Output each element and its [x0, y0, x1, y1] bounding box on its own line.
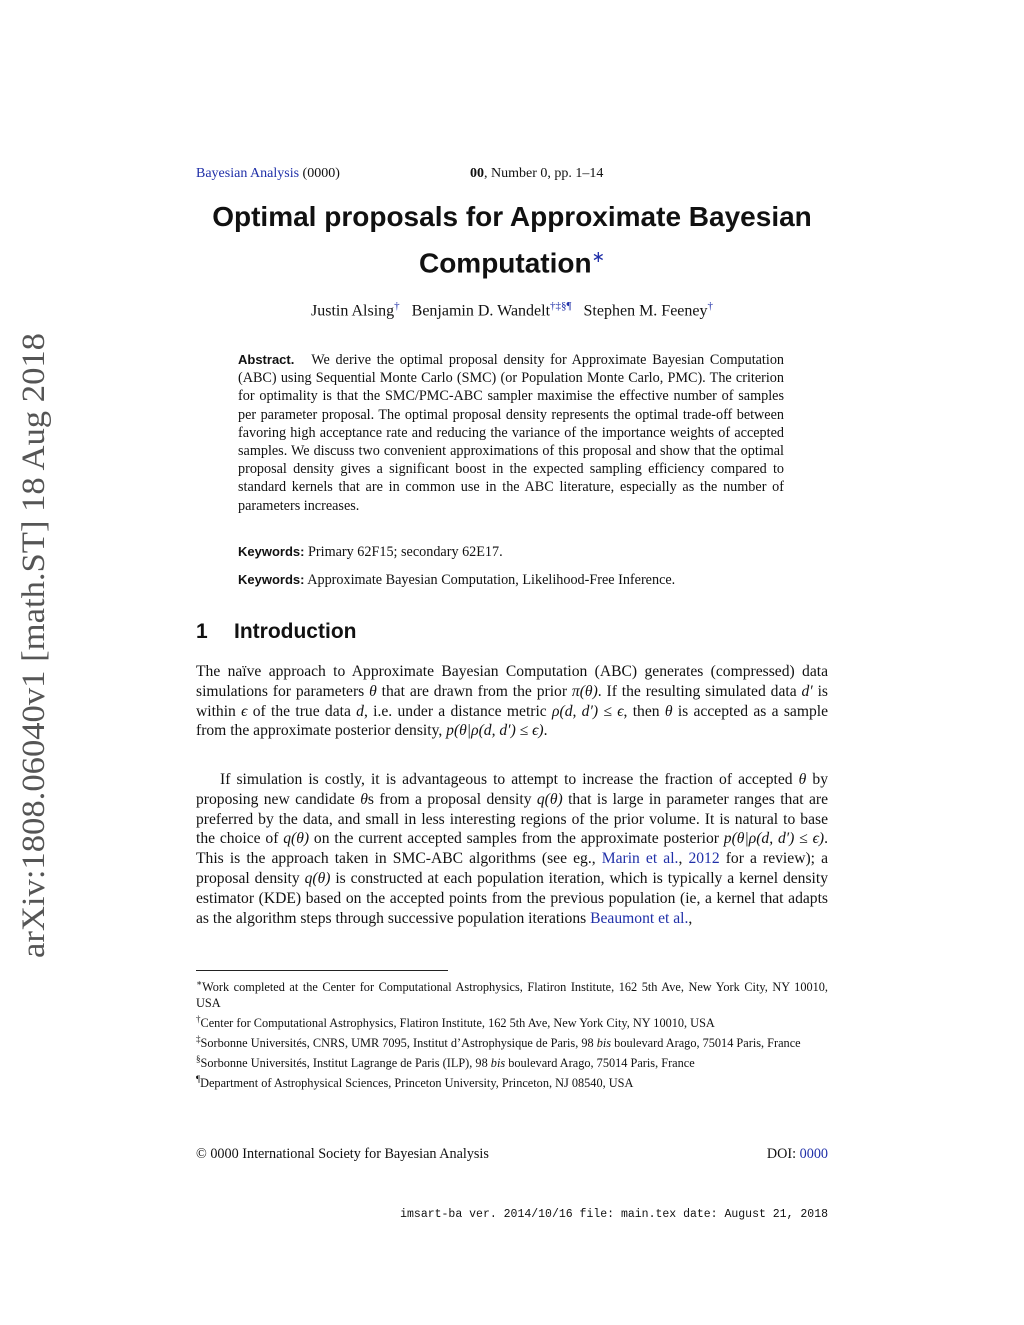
footnote-text: Department of Astrophysical Sciences, Princeton University, Princeton, NJ 08540, USA — [200, 1076, 634, 1091]
text-run: . If the resulting simulated data — [597, 682, 802, 700]
text-run: . — [543, 722, 548, 740]
footnote-text: boulevard Arago, 75014 Paris, France — [611, 1036, 801, 1051]
footnote-text: Sorbonne Universités, CNRS, UMR 7095, Institut d’Astrophysique de Paris, 98 — [200, 1036, 597, 1051]
journal-name-link[interactable]: Bayesian Analysis — [196, 166, 300, 181]
math-expression: p(θ|ρ(d, d′) ≤ ϵ) — [723, 830, 825, 848]
footnote-mark: ∗ — [196, 978, 203, 988]
arxiv-side-stamp — [10, 330, 55, 960]
footnote-mark: § — [196, 1054, 201, 1065]
footnote — [196, 1071, 828, 1091]
author-affiliation-marks[interactable]: † — [707, 300, 713, 312]
footnote-text: boulevard Arago, 75014 Paris, France — [505, 1056, 695, 1071]
math-expression: p(θ|ρ(d, d′) ≤ ϵ) — [446, 722, 544, 740]
doi — [767, 1146, 828, 1163]
abstract-text: We derive the optimal proposal density for Approximate Bayesian Computation (ABC) using Sequential Monte Carlo (SMC) (or Population Monte Carlo, PMC). The criterion for optimality is that the SMC/PMC-ABC sampler maximise the effective number of samples per parameter proposal. The optimal proposal density represents the optimal trade-off between favoring high acceptance rate and reducing the variance of the importance weights of accepted samples. We discuss two convenient approximations of this proposal and show that the optimal proposal density gives a significant boost in the expected sampling efficiency compared to standard kernels that are in common use in the ABC literature, especially as the number of parameters increases. — [238, 352, 785, 514]
math-symbol: θ — [664, 702, 673, 720]
footnote-text: Work completed at the Center for Computational Astrophysics, Flatiron Institute, 162 5th Ave, New York City, NY 10010, USA — [196, 980, 828, 1011]
footnotes — [196, 975, 828, 1091]
journal-header — [196, 166, 636, 182]
text-run: , then — [623, 702, 665, 720]
text-run: , — [678, 850, 689, 868]
footnote-divider — [196, 970, 448, 971]
keywords-label: Keywords: — [238, 544, 305, 559]
math-expression: q(θ) — [304, 869, 331, 887]
footnote-mark: ¶ — [196, 1074, 201, 1085]
footnote-text: Center for Computational Astrophysics, Flatiron Institute, 162 5th Ave, New York City, NY 10010, USA — [200, 1016, 715, 1031]
imsart-version-line: imsart-ba ver. 2014/10/16 file: main.tex date: August 21, 2018 — [400, 1208, 828, 1221]
arxiv-stamp-text: arXiv:1808.06040v1 [math.ST] 18 Aug 2018 — [16, 362, 52, 958]
journal-volume-info — [470, 166, 603, 182]
footnote-mark: † — [196, 1014, 201, 1025]
text-run: , — [688, 909, 693, 927]
text-run: on the current accepted samples from the approximate posterior — [309, 830, 724, 848]
paper-title-text: Optimal proposals for Approximate Bayesian Computation — [212, 201, 812, 279]
math-symbol: θ — [798, 771, 807, 788]
abstract — [238, 351, 784, 515]
math-expression: ρ(d, d′) ≤ ϵ — [552, 702, 624, 720]
keywords-topics — [238, 572, 818, 589]
section-title: Introduction — [234, 620, 357, 643]
footnote-text: Sorbonne Universités, Institut Lagrange de Paris (ILP), 98 — [200, 1056, 491, 1071]
footnote — [196, 975, 828, 1011]
author-list — [196, 300, 828, 320]
author-name: Justin Alsing — [311, 302, 395, 320]
intro-paragraph-2 — [196, 770, 828, 928]
copyright-text: © 0000 International Society for Bayesian Analysis — [196, 1146, 489, 1162]
text-run: that is large in parameter ranges that are preferred by the data, and small in less interesting regions of the prior volume. It is natural to base the choice of — [196, 790, 828, 848]
footnote-italic: bis — [490, 1056, 506, 1071]
math-symbol: d — [356, 702, 364, 720]
keywords-msc — [238, 544, 784, 561]
footnote — [196, 1051, 828, 1071]
footnote-italic: bis — [596, 1036, 612, 1051]
text-run: of the true data — [247, 702, 357, 720]
text-run: by proposing new candidate — [196, 771, 828, 808]
text-run: for a review); a proposal density — [196, 850, 828, 887]
math-symbol: θ — [369, 682, 377, 700]
footnote — [196, 1031, 828, 1051]
math-symbol: ϵ — [241, 702, 248, 720]
author-affiliation-marks[interactable]: †‡§¶ — [550, 300, 572, 312]
footnote — [196, 1011, 828, 1031]
doi-link[interactable]: 0000 — [799, 1146, 828, 1162]
copyright-line — [196, 1146, 828, 1163]
doi-label: DOI: — [766, 1146, 800, 1162]
math-expression: q(θ) — [536, 790, 563, 808]
math-symbol: d′ — [801, 682, 813, 700]
author-affiliation-marks[interactable]: † — [394, 300, 400, 312]
journal-year: (0000) — [302, 166, 340, 181]
intro-paragraph-1 — [196, 662, 828, 741]
paper-title — [150, 196, 874, 283]
text-run: , i.e. under a distance metric — [363, 702, 553, 720]
keywords-text: Primary 62F15; secondary 62E17. — [308, 544, 503, 560]
text-run: s from a proposal density — [367, 790, 537, 808]
text-run: The naïve approach to Approximate Bayesian Computation (ABC) generates (compressed) data simulations for parameters — [196, 663, 828, 700]
text-run: If simulation is costly, it is advantageous to attempt to increase the fraction of accepted — [220, 771, 799, 788]
citation-link-marin[interactable]: Marin et al. — [601, 850, 679, 868]
section-heading — [196, 620, 356, 644]
section-number: 1 — [196, 620, 208, 643]
citation-link-beaumont[interactable]: Beaumont et al. — [590, 909, 689, 927]
text-run: is within — [196, 682, 828, 720]
math-expression: q(θ) — [283, 830, 310, 848]
journal-volume: 00 — [470, 166, 484, 181]
keywords-label: Keywords: — [238, 572, 305, 587]
citation-link-marin-year[interactable]: 2012 — [688, 850, 720, 868]
math-expression: π(θ) — [571, 682, 598, 700]
keywords-text: Approximate Bayesian Computation, Likelihood-Free Inference. — [307, 572, 676, 588]
text-run: is accepted as a sample from the approximate posterior density, — [196, 702, 829, 740]
author-name: Benjamin D. Wandelt — [411, 302, 551, 320]
footnote-mark: ‡ — [196, 1034, 201, 1045]
text-run: . This is the approach taken in SMC-ABC algorithms (see eg., — [196, 830, 828, 868]
math-symbol: θ — [360, 790, 368, 808]
text-run: that are drawn from the prior — [376, 682, 572, 700]
title-footnote-mark[interactable]: ∗ — [591, 249, 606, 266]
author-name: Stephen M. Feeney — [583, 302, 708, 320]
abstract-label: Abstract. — [238, 352, 295, 367]
text-run: is constructed at each population iteration, which is typically a kernel density estimator (KDE) based on the accepted points from the previous population (ie, a kernel that adapts as the algorithm steps through successive population iterations — [196, 869, 829, 927]
journal-issue-pages: , Number 0, pp. 1–14 — [484, 166, 604, 181]
